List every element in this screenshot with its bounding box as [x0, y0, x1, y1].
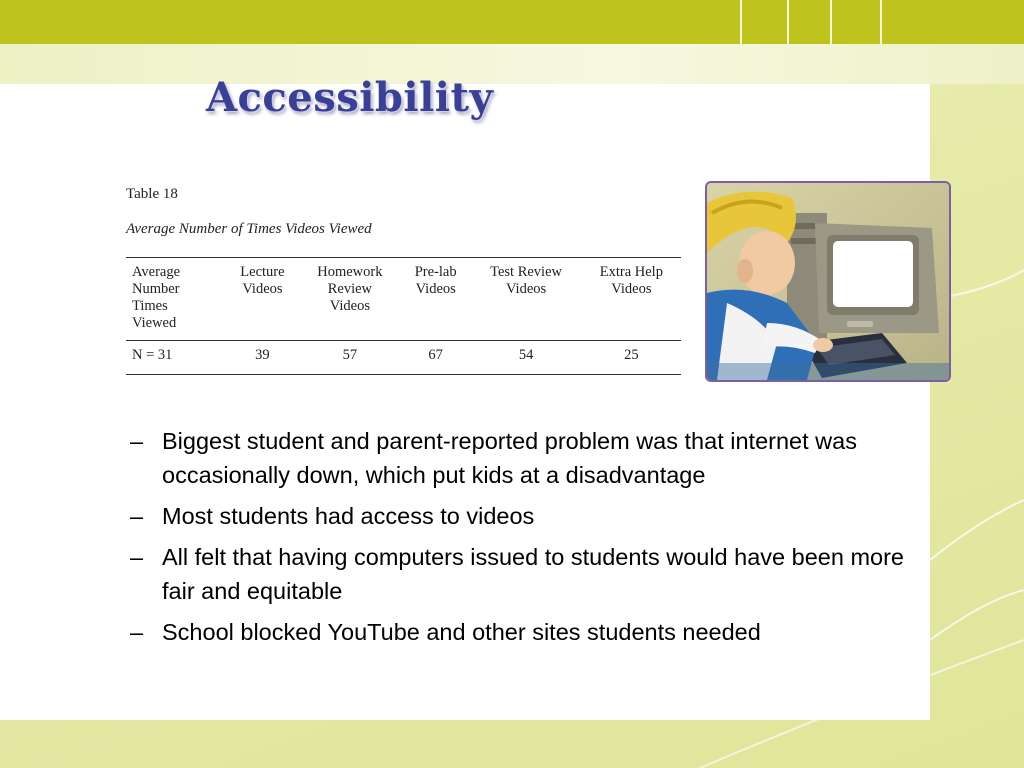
header-cell: Lecture Videos — [226, 258, 299, 341]
table-cell: 25 — [582, 341, 681, 375]
student-computer-icon — [705, 181, 951, 382]
table-row — [126, 341, 681, 375]
table-cell: 54 — [470, 341, 581, 375]
bullet-marker: – — [130, 503, 144, 529]
table-caption: Average Number of Times Videos Viewed — [126, 221, 372, 237]
table-number: Table 18 — [126, 186, 178, 202]
table-header-row — [126, 258, 681, 341]
table-cell: N = 31 — [126, 341, 226, 375]
table-cell: 39 — [226, 341, 299, 375]
header-cell: Average Number Times Viewed — [126, 258, 226, 341]
header-cell: Test Review Videos — [470, 258, 581, 341]
list-item: – Most students had access to videos — [130, 499, 910, 533]
header-cell: Pre-lab Videos — [401, 258, 471, 341]
list-item: – Biggest student and parent-reported problem was that internet was occasionally down, which put kids at a disadvantage — [130, 424, 910, 492]
bullet-marker: – — [130, 428, 144, 454]
slide-title: Accessibility — [206, 74, 494, 121]
bullet-marker: – — [130, 619, 144, 645]
list-item: – All felt that having computers issued to students would have been more fair and equitable — [130, 540, 910, 608]
table-cell: 67 — [401, 341, 471, 375]
bullet-marker: – — [130, 544, 144, 570]
video-views-table — [126, 257, 681, 375]
bullet-list — [130, 424, 910, 656]
table-cell: 57 — [299, 341, 401, 375]
list-item: – School blocked YouTube and other sites students needed — [130, 615, 910, 649]
header-cell: Homework Review Videos — [299, 258, 401, 341]
header-cell: Extra Help Videos — [582, 258, 681, 341]
